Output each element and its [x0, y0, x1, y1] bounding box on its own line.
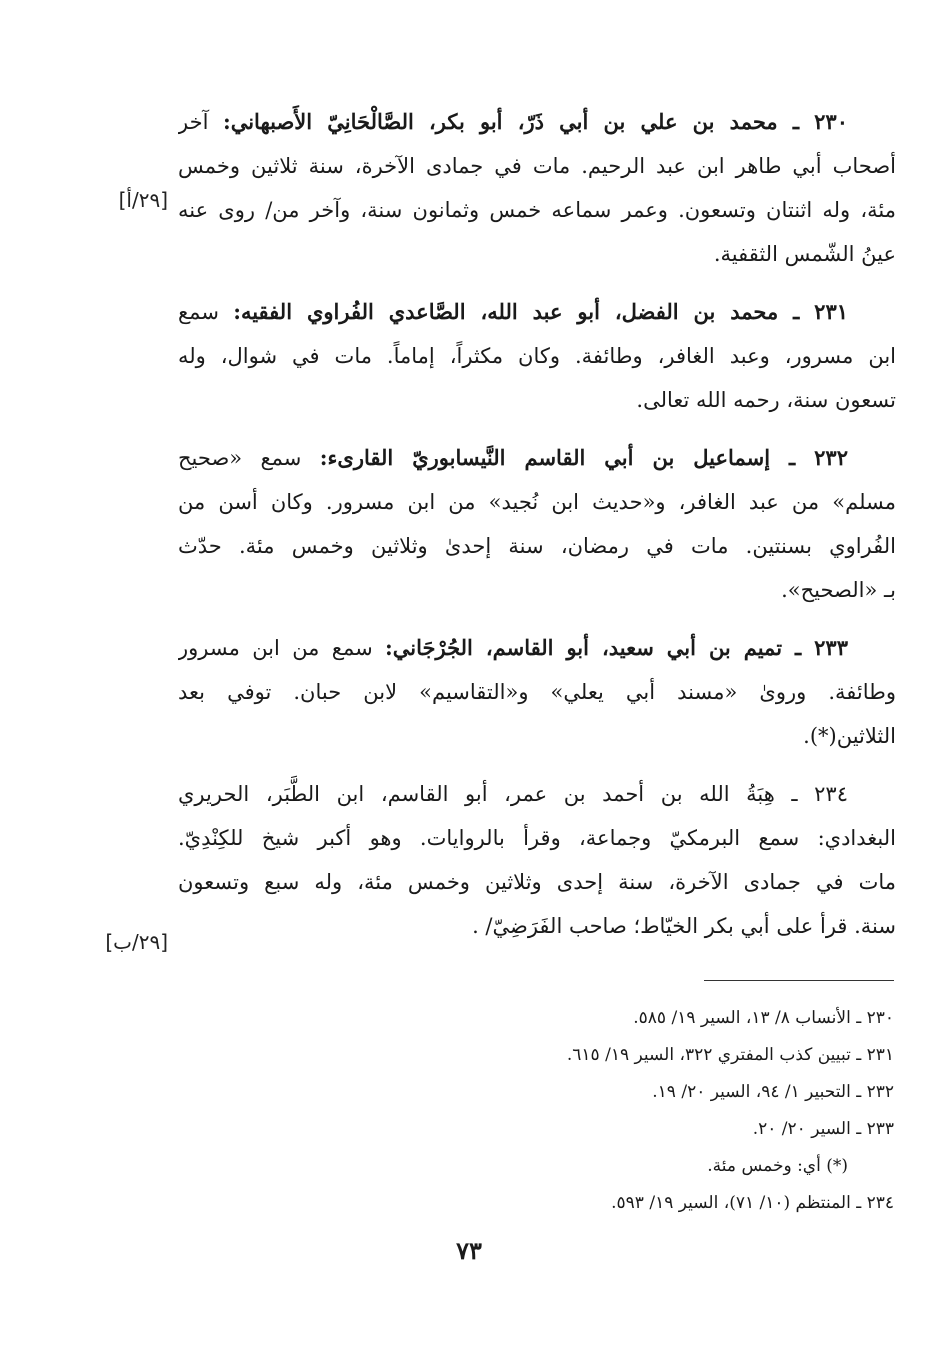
- entry-234: [178, 772, 896, 948]
- footnotes: [294, 1000, 894, 1222]
- entry-line: الثلاثين(*).: [803, 724, 896, 748]
- entry-heading: ٢٣٢ ـ إسماعيل بن أبي القاسم النَّيسابوريّ القارىء:: [319, 445, 848, 470]
- entry-231: [178, 290, 896, 422]
- page-number: ٧٣: [456, 1236, 482, 1265]
- footnote: ٢٣٠ ـ الأنساب ٨/ ١٣، السير ١٩/ ٥٨٥.: [633, 1008, 894, 1028]
- entry-heading: ٢٣٠ ـ محمد بن علي بن أبي ذَرّ، أبو بكر، الصَّالْحَانِيّ الأَصبهاني:: [222, 109, 848, 134]
- entry-line: أصحاب أبي طاهر ابن عبد الرحيم. مات في جمادى الآخرة، سنة ثلاثين وخمس: [178, 154, 896, 178]
- entry-heading: ٢٣٣ ـ تميم بن أبي سعيد، أبو القاسم، الجُرْجَاني:: [385, 635, 848, 660]
- entry-line: بـ «الصحيح».: [781, 578, 896, 602]
- margin-folio-note: [٢٩/ب]: [105, 930, 168, 954]
- footnote: ٢٣٢ ـ التحبير ١/ ٩٤، السير ٢٠/ ١٩.: [652, 1082, 894, 1102]
- entry-line: ٢٣٣ ـ تميم بن أبي سعيد، أبو القاسم، الجُرْجَاني: سمع من ابن مسرور: [178, 635, 848, 660]
- entry-line: البغدادي: سمع البرمكيّ وجماعة، وقرأ بالروايات. وهو أكبر شيخ للكِنْدِيّ.: [178, 826, 896, 850]
- footnote: ٢٣٣ ـ السير ٢٠/ ٢٠.: [752, 1119, 894, 1139]
- entry-line: الفُراوي بسنتين. مات في رمضان، سنة إحدىٰ وثلاثين وخمس مئة. حدّث: [178, 534, 896, 558]
- entry-line: ٢٣٤ ـ هِبَةُ الله بن أحمد بن عمر، أبو القاسم، ابن الطَّبَر، الحريري: [178, 782, 848, 806]
- entry-line: عينُ الشّمس الثقفية.: [713, 242, 896, 266]
- entry-233: [178, 626, 896, 758]
- footnote: ٢٣١ ـ تبيين كذب المفتري ٣٢٢، السير ١٩/ ٦١٥.: [566, 1045, 894, 1065]
- entry-line: ٢٣١ ـ محمد بن الفضل، أبو عبد الله، الصَّاعدي الفُراوي الفقيه: سمع: [178, 299, 849, 324]
- footnote: (*) أي: وخمس مئة.: [707, 1156, 848, 1176]
- entry-line: مئة، وله اثنتان وتسعون. وعمر سماعه خمس وثمانون سنة، وآخر من/ روى عنه: [178, 198, 896, 222]
- main-text: [178, 100, 896, 962]
- entry-line: مات في جمادى الآخرة، سنة إحدى وثلاثين وخمس مئة، وله سبع وتسعون: [178, 870, 896, 894]
- entry-line: ابن مسرور، وعبد الغافر، وطائفة. وكان مكثراً، إماماً. مات في شوال، وله: [178, 344, 896, 368]
- entry-line: سنة. قرأ على أبي بكر الخيّاط؛ صاحب الفَرَضِيّ/ .: [472, 914, 896, 938]
- entry-line: تسعون سنة، رحمه الله تعالى.: [636, 388, 896, 412]
- entry-232: [178, 436, 896, 612]
- footnote: ٢٣٤ ـ المنتظم (١٠/ ٧١)، السير ١٩/ ٥٩٣.: [611, 1193, 894, 1213]
- footnote-divider: [704, 980, 894, 981]
- entry-line: وطائفة. ورویٰ «مسند أبي يعلي» و«التقاسيم» لابن حبان. توفي بعد: [178, 680, 896, 704]
- margin-folio-note: [٢٩/أ]: [118, 188, 168, 212]
- entry-line: مسلم» من عبد الغافر، و«حديث ابن نُجيد» من ابن مسرور. وكان أسن من: [178, 490, 896, 514]
- entry-heading: ٢٣١ ـ محمد بن الفضل، أبو عبد الله، الصَّاعدي الفُراوي الفقيه:: [233, 299, 849, 324]
- entry-line: ٢٣٢ ـ إسماعيل بن أبي القاسم النَّيسابوريّ القارىء: سمع «صحيح: [178, 445, 848, 470]
- entry-230: [178, 100, 896, 276]
- entry-line: ٢٣٠ ـ محمد بن علي بن أبي ذَرّ، أبو بكر، الصَّالْحَانِيّ الأَصبهاني: آخر: [178, 109, 848, 134]
